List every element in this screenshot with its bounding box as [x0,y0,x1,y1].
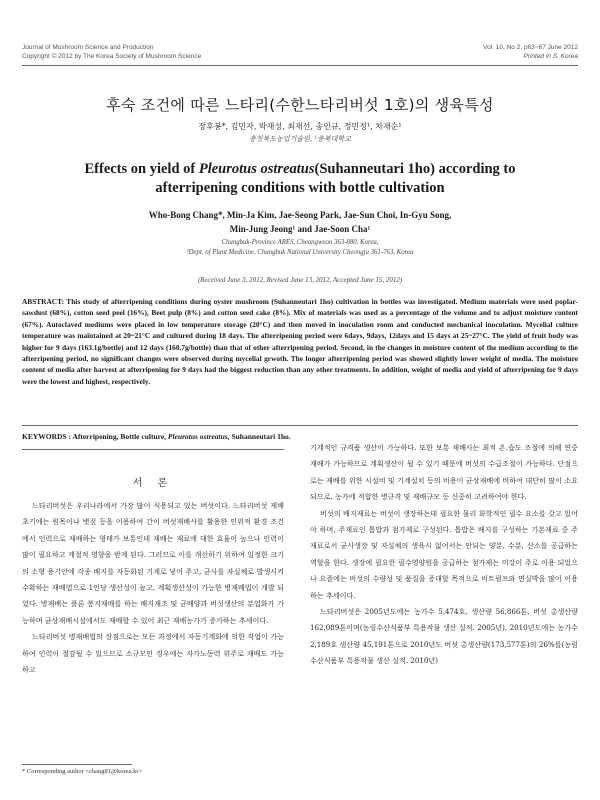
keywords-last: Suhanneutari 1ho. [229,432,291,441]
issue-info: Vol. 10, No 2, p63~67 June 2012 [483,44,578,51]
english-affiliation-1: Chungbuk-Province ARES, Cheongweon 363-880, Korea, [221,239,379,246]
english-affiliations [60,238,540,258]
journal-copyright: Copyright © 2012 by The Korea Society of Mushroom Science [22,53,202,60]
keywords-label: KEYWORDS : [22,432,73,441]
english-title-pre: Effects on yield of [84,161,199,177]
english-authors-line2: Min-Jung Jeong¹ and Jae-Soon Cha¹ [229,224,371,234]
keywords-top-rule [22,425,578,426]
corresponding-author-footnote: * Corresponding author <chang81@korea.kr> [22,768,143,775]
english-title-post: (Suhanneutari 1ho) according to afterripening conditions with bottle cultivation [155,161,516,196]
english-authors-line1: Who-Bong Chang*, Min-Ja Kim, Jae-Seong Park, Jae-Sun Choi, In-Gyu Song, [148,210,452,220]
journal-name: Journal of Mushroom Science and Production [22,44,154,51]
english-title [60,160,540,198]
keywords-species: Pleurotus ostreatus, [167,432,230,441]
issue-header [483,43,578,61]
keywords-list: Afterripening, Bottle culture, [72,432,168,441]
body-paragraph: 기계적인 규격품 생산이 가능하다. 또한 보통 재배사는 최적 온.습도 조절에 의해 연중 재배가 가능하므로 계획생산이 될 수 있기 때문에 버섯의 수급조절이 가능하다. 단점으로는 재배를 위한 시설비 및 기계설치 등의 비용이 균상재배에 비하여 대단히 많이 소요 되므로, 농가에 적합한 병규격 및 재배규모 등 신중히 고려하여야 한다. [310,443,578,502]
footnote-rule [22,764,132,765]
body-paragraph: 느타리버섯은 우리나라에서 가장 많이 식용되고 있는 버섯이다. 느타리버섯 재배 초기에는 원목이나 볏짚 등을 이용하여 간이 버섯재배사를 활용한 인위적 환경 조건에서 인력으로 재배하는 형태가 보통인데 재배는 재료에 대한 효율이 높으나 인력이 많이 필요하고 계절적 영향을 받게 된다. 그러므로 이를 개선하기 위하여 일정한 크기의 소형 용기안에 각종 배지를 자동화된 기계로 넣어 주고, 균사를 자실체로 발생시켜 수확하는 재배법으로 1인당 생산성이 높고, 계획생산성이 가능한 병재배법이 개발 되었다. 병재배는 플론 봉지재배를 하는 배지재조 및 균배양과 버섯생산의 분업화가 가능하며 균상재배시설에서도 재배할 수 있어 최근 재배농가가 증가하는 추세이다. [22,501,284,625]
korean-authors: 장후봉*, 김민자, 박재성, 최재선, 송인규, 정민정¹, 차재순¹ [198,122,402,131]
right-column [310,440,578,670]
body-paragraph: 느타리버섯은 2005년도에는 농가수 5,474호, 생산량 56,866톤, 버섯 총생산량 162,089톤이며(농림수산식품부 특용작물 생산 실적. 2005년), 2010년도에는 농가수 2,189호 생산량 45,191톤으로 2010년도 버섯 총생산량(173,577톤)의 26%를(농림수산식품부 특용작물 생산 실적. 2010년) [310,607,578,666]
body-paragraph: 느타리버섯 병재배법의 장점으로는 모든 과정에서 자동기계화에 의한 작업이 가능하여 인력이 절감될 수 있으므로 소규모인 경우에는 자가노동력 위주로 재배도 가능하고 [22,632,284,675]
english-authors [60,208,540,236]
korean-affiliation: 충청북도농업기술원, ¹충북대학교 [249,135,351,143]
keywords-bottom-rule [22,449,284,450]
header-rule [22,65,578,66]
english-title-species: Pleurotus ostreatus [198,161,315,177]
korean-title: 후숙 조건에 따른 느타리(수한느타리버섯 1호)의 생육특성 [106,96,494,114]
journal-header [22,43,201,61]
section-title-introduction: 서 론 [132,478,174,489]
abstract-label: ABSTRACT: [22,297,64,306]
abstract [22,296,578,387]
received-dates: (Received June 3, 2012, Revised June 13, 2012, Accepted June 15, 2012) [197,276,403,284]
body-paragraph: 버섯의 배지재료는 버섯이 생장하는데 필요한 물리 화학적인 필수 요소를 갖고 있어야 하며, 주재료인 톱밥과 첨가제로 구성된다. 톱밥은 배지를 구성하는 기본재료 중 주재료로서 균사생장 및 자실체의 생육시 없어서는 안되는 양분, 수분, 산소를 공급하는 역할을 한다. 생장에 필요한 필수영양원을 공급하는 첨가제는 미강이 주로 이용 되었으나 요즘에는 버섯의 수량성 및 품질을 증대할 목적으로 비트펄프와 면실박을 많이 이용하는 추세이다. [310,508,578,600]
english-affiliation-2: ¹Dept. of Plant Medicine, Chungbuk National University Cheongju 361-763, Korea [186,249,414,256]
printed-location: Printed in S. Korea [523,53,578,60]
abstract-text: This study of afterripening conditions during oyster mushroom (Suhanneutari 1ho) cultivation in bottles was investigated. Medium materials were used poplar-sawdust (68%), cotton seed peel (16%), Beet pulp (8%) and cotton seed cake (8%). Mix of materials was used as a percentage of the volume and to adjust moisture content (67%). Autoclaved mediums were placed in low temperature storage (20°C) and then moved in inoculation room and conducted mechanical inoculation. Mycelial culture temperature was maintained at 20~21°C and cultured during 18 days. The afterripening period were 6days, 9days, 12days and 15 days at 25~27°C. The yield of fruit body was higher for 9 days (163.1g/bottle) and 12 days (160.7g/bottle) than that of other afterripening period. Second, in the changes in moisture content of the medium according to the afterripening period, no significant changes were observed during mycelial grwoth. The longer afterripening period was showed slightly lower weight of media. The moisture content of media after harvest at afterripening for 9 days had the biggest reduction than any other treatments. In addition, weight of media and yield of afterripening for 9 days were the lowest and highest, respectively. [22,297,578,386]
left-column [22,498,284,678]
